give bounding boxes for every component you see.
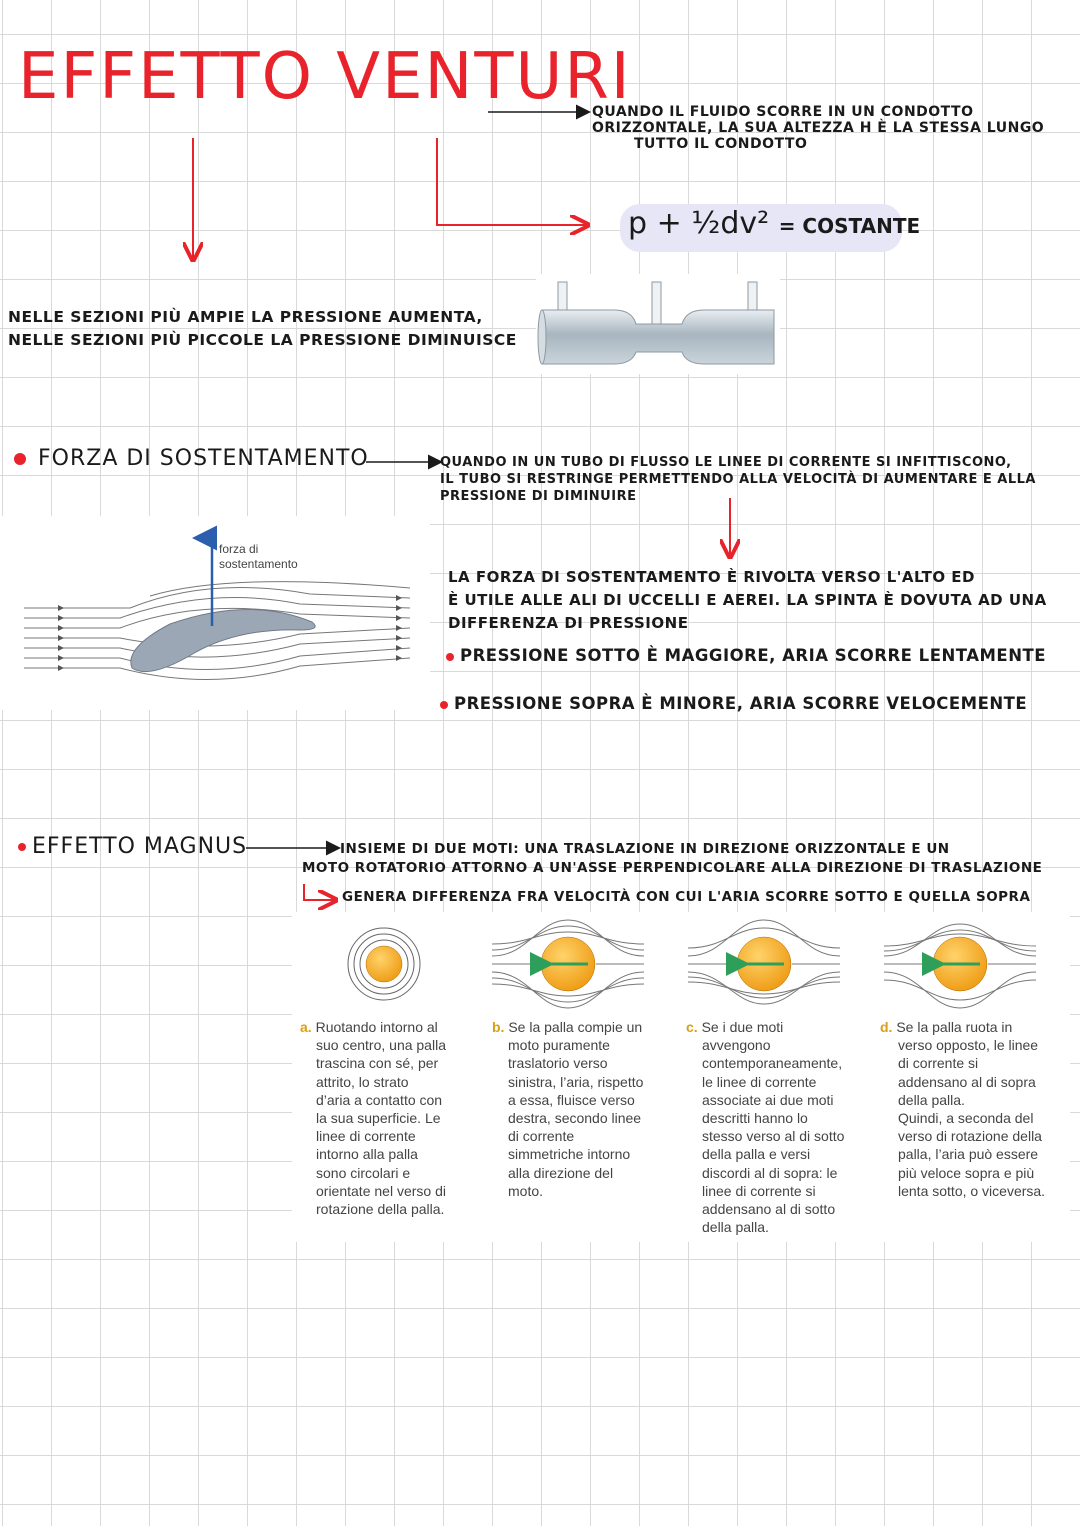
caption-line: verso opposto, le linee <box>898 1037 1039 1054</box>
caption-line: contemporaneamente, <box>702 1055 843 1072</box>
bullet-dot <box>446 653 454 661</box>
magnus-definition <box>302 840 1042 878</box>
lift-definition-line: IL TUBO SI RESTRINGE PERMETTENDO ALLA VELOCITÀ DI AUMENTARE E ALLA <box>440 472 1036 487</box>
lift-definition-line: QUANDO IN UN TUBO DI FLUSSO LE LINEE DI CORRENTE SI INFITTISCONO, <box>440 455 1012 470</box>
magnus-diagram-b <box>492 920 644 1008</box>
magnus-heading-text: EFFETTO MAGNUS <box>32 834 248 859</box>
lift-figure-label-line: sostentamento <box>219 557 298 571</box>
caption-line: rotazione della palla. <box>316 1201 445 1218</box>
venturi-note-line: ORIZZONTALE, LA SUA ALTEZZA H È LA STESSA LUNGO <box>592 120 1045 136</box>
caption-line: intorno alla palla <box>316 1146 418 1163</box>
lift-explanation <box>448 566 1047 635</box>
magnus-diagram-d <box>884 924 1036 1008</box>
caption-line: Se la palla ruota in <box>896 1019 1013 1035</box>
pressure-note <box>8 306 517 352</box>
bullet-dot <box>18 843 26 851</box>
caption-letter: c. <box>686 1019 698 1035</box>
bullet-dot <box>14 453 26 465</box>
magnus-definition-line: INSIEME DI DUE MOTI: UNA TRASLAZIONE IN DIREZIONE ORIZZONTALE E UN <box>340 841 950 857</box>
caption-line: attrito, lo strato <box>316 1073 409 1090</box>
caption-line: moto puramente <box>508 1037 610 1054</box>
caption-line: destra, secondo linee <box>508 1110 642 1127</box>
page-title: EFFETTO VENTURI <box>18 40 632 114</box>
caption-line: orientate nel verso di <box>316 1182 446 1199</box>
airfoil-diagram <box>0 516 430 710</box>
caption-line: di corrente si <box>898 1055 979 1072</box>
caption-line: d’aria a contatto con <box>316 1091 443 1108</box>
venturi-note <box>592 104 1044 152</box>
lift-bullet-1 <box>446 646 1046 665</box>
caption-line: descritti hanno lo <box>702 1110 808 1127</box>
caption-line: moto. <box>508 1182 544 1199</box>
caption-letter: d. <box>880 1019 893 1035</box>
venturi-tube-figure <box>536 274 780 374</box>
pressure-note-line: NELLE SEZIONI PIÙ PICCOLE LA PRESSIONE DIMINUISCE <box>8 331 517 349</box>
caption-line: trascina con sé, per <box>316 1055 439 1072</box>
arrow-magnus-consequence <box>304 884 334 900</box>
caption-line: le linee di corrente <box>702 1073 817 1090</box>
caption-line: palla, l’aria può essere <box>898 1146 1039 1163</box>
magnus-caption-c <box>686 1018 870 1236</box>
caption-line: linee di corrente si <box>702 1182 816 1199</box>
caption-line: della palla. <box>898 1091 965 1108</box>
lift-definition-line: PRESSIONE DI DIMINUIRE <box>440 489 637 504</box>
caption-line: la sua superficie. Le <box>316 1110 441 1127</box>
caption-letter: b. <box>492 1019 505 1035</box>
magnus-diagram-a <box>348 928 420 1000</box>
caption-line: Se la palla compie un <box>508 1019 643 1035</box>
caption-line: di corrente <box>508 1128 575 1145</box>
bernoulli-formula <box>628 206 920 241</box>
caption-line: più veloce sopra e più <box>898 1164 1035 1181</box>
lift-explanation-line: DIFFERENZA DI PRESSIONE <box>448 614 689 632</box>
venturi-note-line: QUANDO IL FLUIDO SCORRE IN UN CONDOTTO <box>592 104 974 120</box>
caption-line: Ruotando intorno al <box>315 1019 438 1035</box>
caption-letter: a. <box>300 1019 312 1035</box>
caption-line: avvengono <box>702 1037 771 1054</box>
lift-explanation-line: LA FORZA DI SOSTENTAMENTO È RIVOLTA VERSO L'ALTO ED <box>448 568 975 586</box>
airfoil-figure <box>0 516 430 710</box>
caption-line: linee di corrente <box>316 1128 416 1145</box>
caption-line: addensano al di sopra <box>898 1073 1036 1090</box>
magnus-heading <box>18 834 247 859</box>
caption-line: della palla e versi <box>702 1146 811 1163</box>
formula-rest: = COSTANTE <box>778 214 921 238</box>
lift-figure-label-line: forza di <box>219 542 259 556</box>
magnus-diagram-c <box>688 920 840 1004</box>
caption-line: della palla. <box>702 1219 769 1236</box>
magnus-definition-line: MOTO ROTATORIO ATTORNO A UN'ASSE PERPENDICOLARE ALLA DIREZIONE DI TRASLAZIONE <box>302 860 1043 876</box>
lift-bullet-2 <box>440 694 1027 713</box>
caption-line: sinistra, l’aria, rispetto <box>508 1073 644 1090</box>
caption-line: a essa, fluisce verso <box>508 1091 635 1108</box>
caption-line: associate ai due moti <box>702 1091 834 1108</box>
formula-main: p + ½dv² <box>628 206 770 241</box>
magnus-caption-a <box>300 1018 480 1218</box>
lift-explanation-line: È UTILE ALLE ALI DI UCCELLI E AEREI. LA SPINTA È DOVUTA AD UNA <box>448 591 1047 609</box>
caption-line: suo centro, una palla <box>316 1037 446 1054</box>
caption-line: addensano al di sotto <box>702 1201 836 1218</box>
caption-line: Se i due moti <box>701 1019 784 1035</box>
lift-heading-text: FORZA DI SOSTENTAMENTO <box>38 446 369 471</box>
venturi-note-line: TUTTO IL CONDOTTO <box>634 136 808 152</box>
magnus-consequence: GENERA DIFFERENZA FRA VELOCITÀ CON CUI L'ARIA SCORRE SOTTO E QUELLA SOPRA <box>342 889 1031 905</box>
caption-line: Quindi, a seconda del <box>898 1110 1034 1127</box>
caption-line: sono circolari e <box>316 1164 411 1181</box>
caption-line: simmetriche intorno <box>508 1146 631 1163</box>
magnus-caption-d <box>880 1018 1068 1200</box>
bullet-dot <box>440 701 448 709</box>
magnus-figure <box>292 912 1070 1242</box>
caption-line: alla direzione del <box>508 1164 614 1181</box>
lift-bullet-text: PRESSIONE SOPRA È MINORE, ARIA SCORRE VELOCEMENTE <box>454 694 1028 713</box>
arrow-to-formula <box>437 138 586 225</box>
pressure-note-line: NELLE SEZIONI PIÙ AMPIE LA PRESSIONE AUMENTA, <box>8 308 483 326</box>
caption-line: discordi al di sopra: le <box>702 1164 838 1181</box>
caption-line: lenta sotto, o viceversa. <box>898 1182 1046 1199</box>
caption-line: stesso verso al di sotto <box>702 1128 845 1145</box>
lift-figure-label <box>219 542 298 572</box>
lift-heading <box>14 446 369 471</box>
lift-bullet-text: PRESSIONE SOTTO È MAGGIORE, ARIA SCORRE LENTAMENTE <box>460 646 1047 665</box>
caption-line: verso di rotazione della <box>898 1128 1042 1145</box>
lift-definition <box>440 454 1036 505</box>
magnus-caption-b <box>492 1018 676 1200</box>
caption-line: traslatorio verso <box>508 1055 608 1072</box>
magnus-diagrams <box>292 912 1070 1012</box>
